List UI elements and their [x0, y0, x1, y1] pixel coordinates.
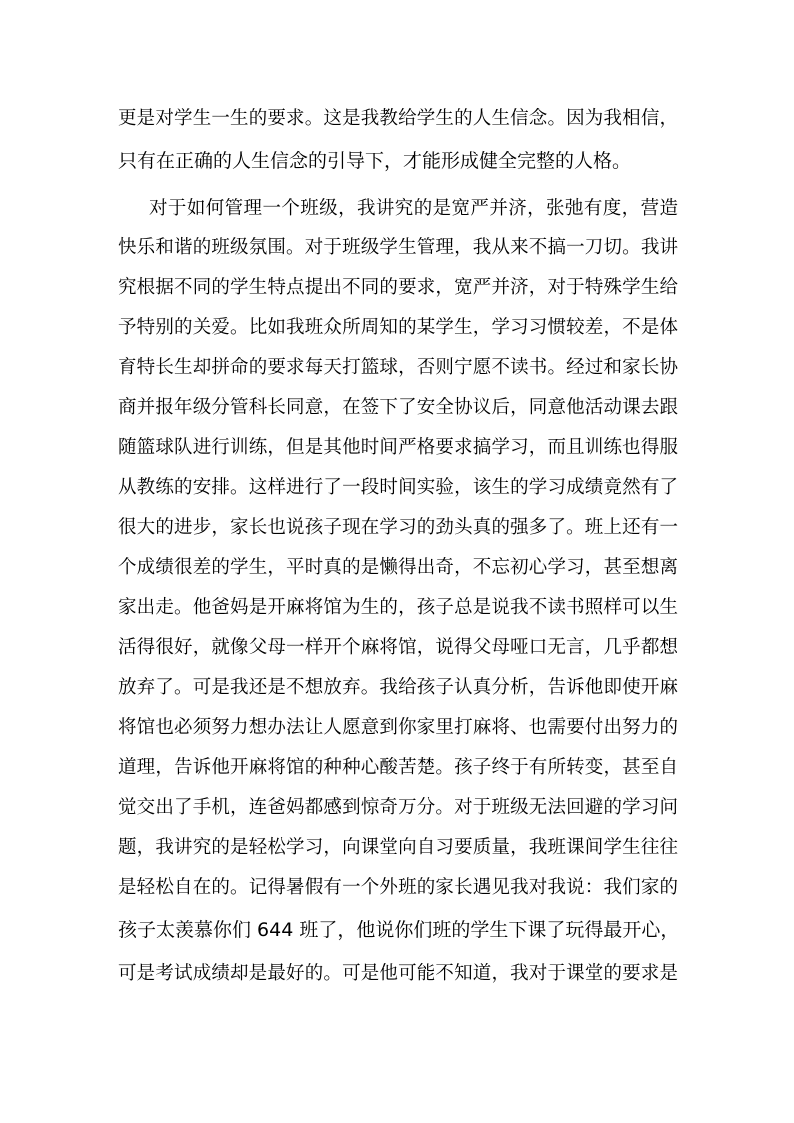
- paragraph-line: 育特长生却拼命的要求每天打篮球，否则宁愿不读书。经过和家长协: [118, 357, 678, 378]
- paragraph-line: 从教练的安排。这样进行了一段时间实验，该生的学习成绩竟然有了: [118, 477, 678, 498]
- paragraph-line: 孩子太羡慕你们 644 班了，他说你们班的学生下课了玩得最开心，: [118, 919, 680, 941]
- paragraph-line: 放弃了。可是我还是不想放弃。我给孩子认真分析，告诉他即使开麻: [118, 677, 678, 698]
- paragraph-line: 随篮球队进行训练，但是其他时间严格要求搞学习，而且训练也得服: [118, 437, 678, 458]
- paragraph-line: 快乐和谐的班级氛围。对于班级学生管理，我从来不搞一刀切。我讲: [118, 237, 678, 258]
- paragraph-line: 将馆也必须努力想办法让人愿意到你家里打麻将、也需要付出努力的: [118, 717, 678, 738]
- paragraph-line: 家出走。他爸妈是开麻将馆为生的，孩子总是说我不读书照样可以生: [118, 597, 678, 618]
- paragraph-line: 只有在正确的人生信念的引导下，才能形成健全完整的人格。: [118, 150, 632, 172]
- paragraph-line: 更是对学生一生的要求。这是我教给学生的人生信念。因为我相信，: [118, 108, 678, 129]
- paragraph-line: 可是考试成绩却是最好的。可是他可能不知道，我对于课堂的要求是: [118, 963, 678, 984]
- paragraph-line: 觉交出了手机，连爸妈都感到惊奇万分。对于班级无法回避的学习问: [118, 797, 678, 818]
- paragraph-line: 个成绩很差的学生，平时真的是懒得出奇，不忘初心学习，甚至想离: [118, 557, 678, 578]
- paragraph-line: 究根据不同的学生特点提出不同的要求，宽严并济，对于特殊学生给: [118, 277, 678, 298]
- paragraph-line: 题，我讲究的是轻松学习，向课堂向自习要质量，我班课间学生往往: [118, 837, 678, 858]
- paragraph-line: 商并报年级分管科长同意，在签下了安全协议后，同意他活动课去跟: [118, 397, 678, 418]
- paragraph-line: 很大的进步，家长也说孩子现在学习的劲头真的强多了。班上还有一: [118, 517, 678, 538]
- paragraph-line: 活得很好，就像父母一样开个麻将馆，说得父母哑口无言，几乎都想: [118, 637, 678, 658]
- paragraph-line: 道理，告诉他开麻将馆的种种心酸苦楚。孩子终于有所转变，甚至自: [118, 757, 678, 778]
- paragraph-line: 予特别的关爱。比如我班众所周知的某学生，学习习惯较差，不是体: [118, 317, 678, 338]
- paragraph-line: 对于如何管理一个班级，我讲究的是宽严并济，张弛有度，营造: [149, 198, 678, 219]
- paragraph-line: 是轻松自在的。记得暑假有一个外班的家长遇见我对我说：我们家的: [118, 877, 678, 898]
